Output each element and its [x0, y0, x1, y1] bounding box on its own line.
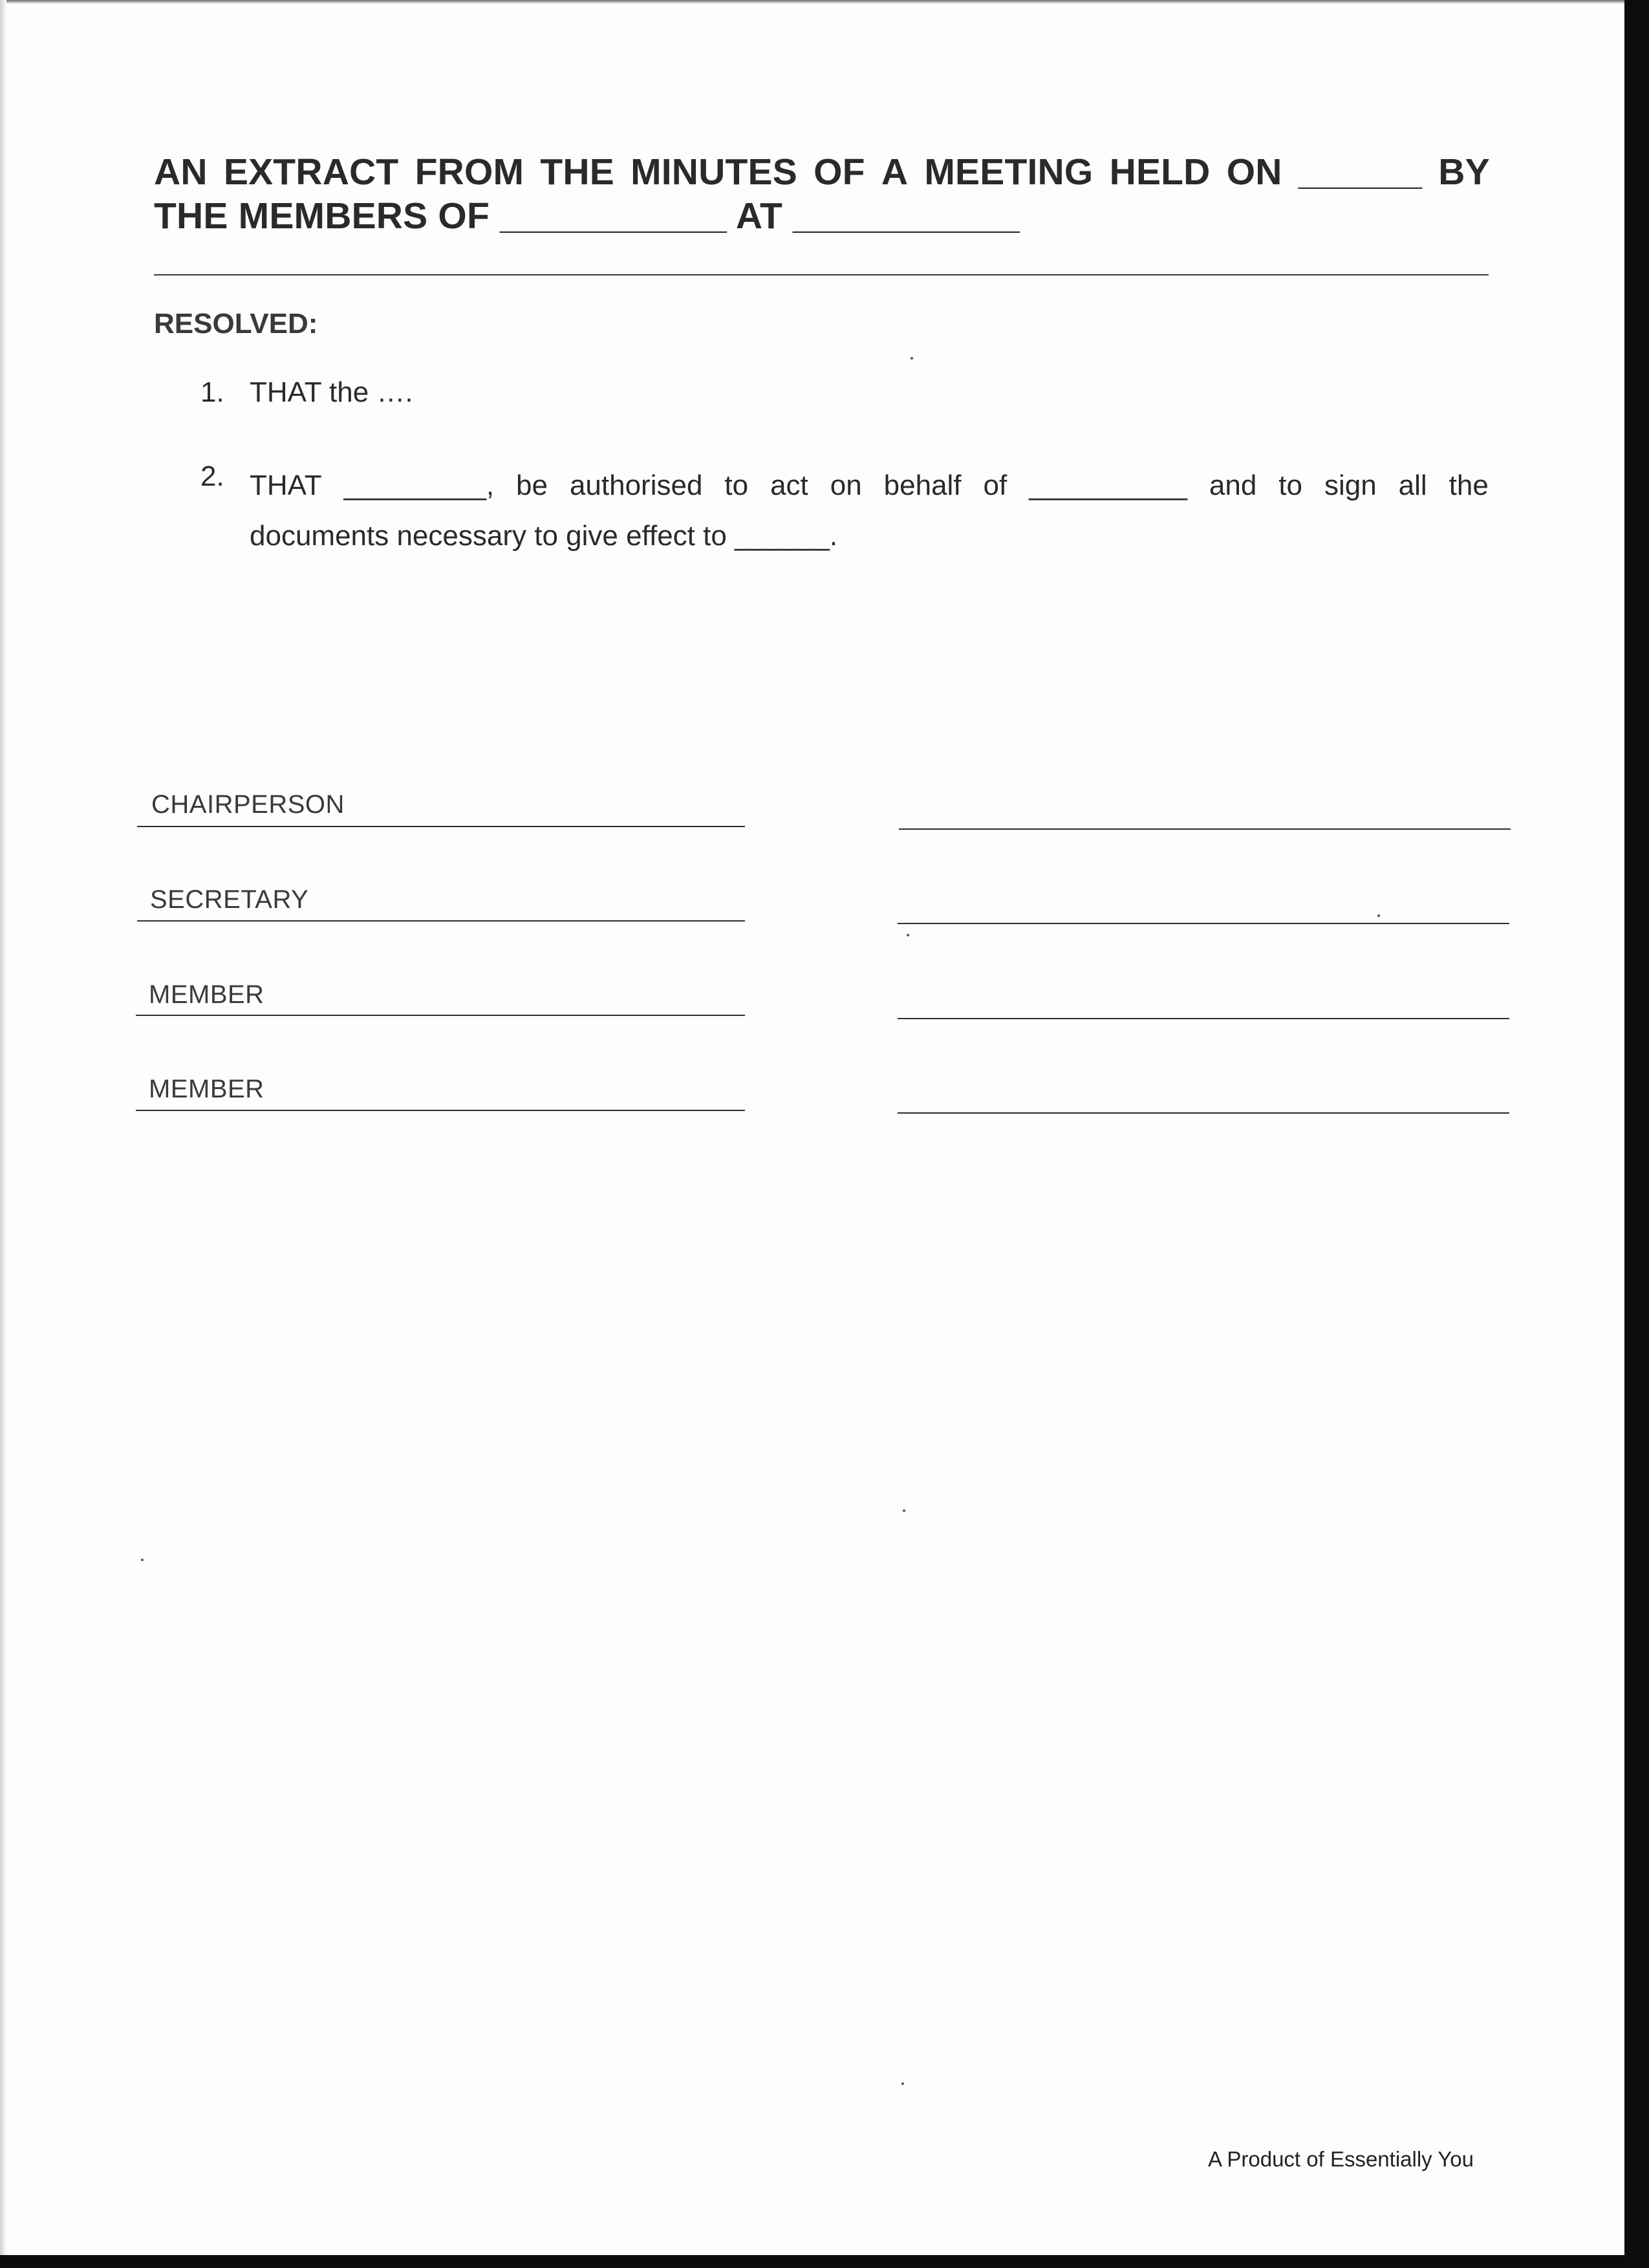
title-word: THE	[540, 151, 614, 193]
title-word: MEETING	[924, 151, 1094, 193]
item-word: to	[724, 470, 749, 501]
item-word: authorised	[569, 470, 703, 501]
item-number: 2.	[200, 460, 224, 492]
item-number: 1.	[200, 376, 224, 408]
signature-label-member-2: MEMBER	[149, 1075, 264, 1103]
item-word: all	[1398, 470, 1427, 501]
title-word: AN	[154, 151, 208, 193]
item-word: THAT	[250, 470, 322, 501]
scan-edge-left	[0, 0, 6, 2268]
item-blank: __________	[1029, 470, 1187, 501]
title-line-1	[154, 150, 1490, 194]
scan-speck	[907, 934, 909, 936]
title-word: EXTRACT	[223, 151, 399, 193]
resolved-heading: RESOLVED:	[154, 308, 318, 340]
item-text-line-1	[250, 460, 1489, 511]
title-word: HELD	[1109, 151, 1211, 193]
title-word: ON	[1226, 151, 1282, 193]
item-word: sign	[1324, 470, 1377, 501]
title-word: BY	[1438, 151, 1490, 193]
scan-speck	[903, 1509, 905, 1512]
signature-line-secretary[interactable]	[137, 920, 745, 922]
item-blank: _________,	[343, 470, 495, 501]
item-word: be	[516, 470, 548, 501]
item-word: to	[1278, 470, 1302, 501]
title-line-2: THE MEMBERS OF ___________ AT ___________	[154, 195, 1020, 237]
item-text: THAT the ….	[250, 376, 413, 408]
scan-edge-bottom	[0, 2255, 1649, 2268]
title-date-blank: ______	[1298, 151, 1423, 193]
title-word: A	[881, 151, 909, 193]
footer-credit: A Product of Essentially You	[1208, 2147, 1474, 2171]
scan-edge-top	[0, 0, 1649, 4]
item-word: on	[830, 470, 862, 501]
item-word: and	[1209, 470, 1257, 501]
item-word: act	[770, 470, 808, 501]
signature-line-member-2[interactable]	[136, 1110, 745, 1111]
item-word: the	[1449, 470, 1489, 501]
signature-line-chairperson[interactable]	[137, 826, 745, 827]
item-word: behalf	[883, 470, 962, 501]
scan-edge-right	[1624, 0, 1649, 2268]
signature-label-member-1: MEMBER	[149, 980, 264, 1009]
item-text	[250, 460, 1489, 561]
title-divider	[154, 274, 1489, 275]
item-word: of	[983, 470, 1008, 501]
scan-speck	[901, 2082, 904, 2085]
signature-label-chairperson: CHAIRPERSON	[151, 790, 345, 819]
scan-speck	[141, 1559, 144, 1561]
scan-speck	[1377, 914, 1380, 917]
title-word: FROM	[415, 151, 524, 193]
signature-label-secretary: SECRETARY	[150, 885, 309, 914]
item-text-line-2: documents necessary to give effect to ______.	[250, 520, 838, 552]
document-title	[154, 150, 1490, 238]
signature-line-member-2-right[interactable]	[898, 1112, 1509, 1114]
scan-speck	[911, 357, 913, 360]
title-word: OF	[814, 151, 865, 193]
signature-line-secretary-right[interactable]	[898, 923, 1509, 924]
signature-line-member-1[interactable]	[136, 1015, 745, 1016]
title-word: MINUTES	[630, 151, 797, 193]
signature-line-chairperson-right[interactable]	[899, 828, 1511, 830]
signature-line-member-1-right[interactable]	[898, 1018, 1509, 1019]
